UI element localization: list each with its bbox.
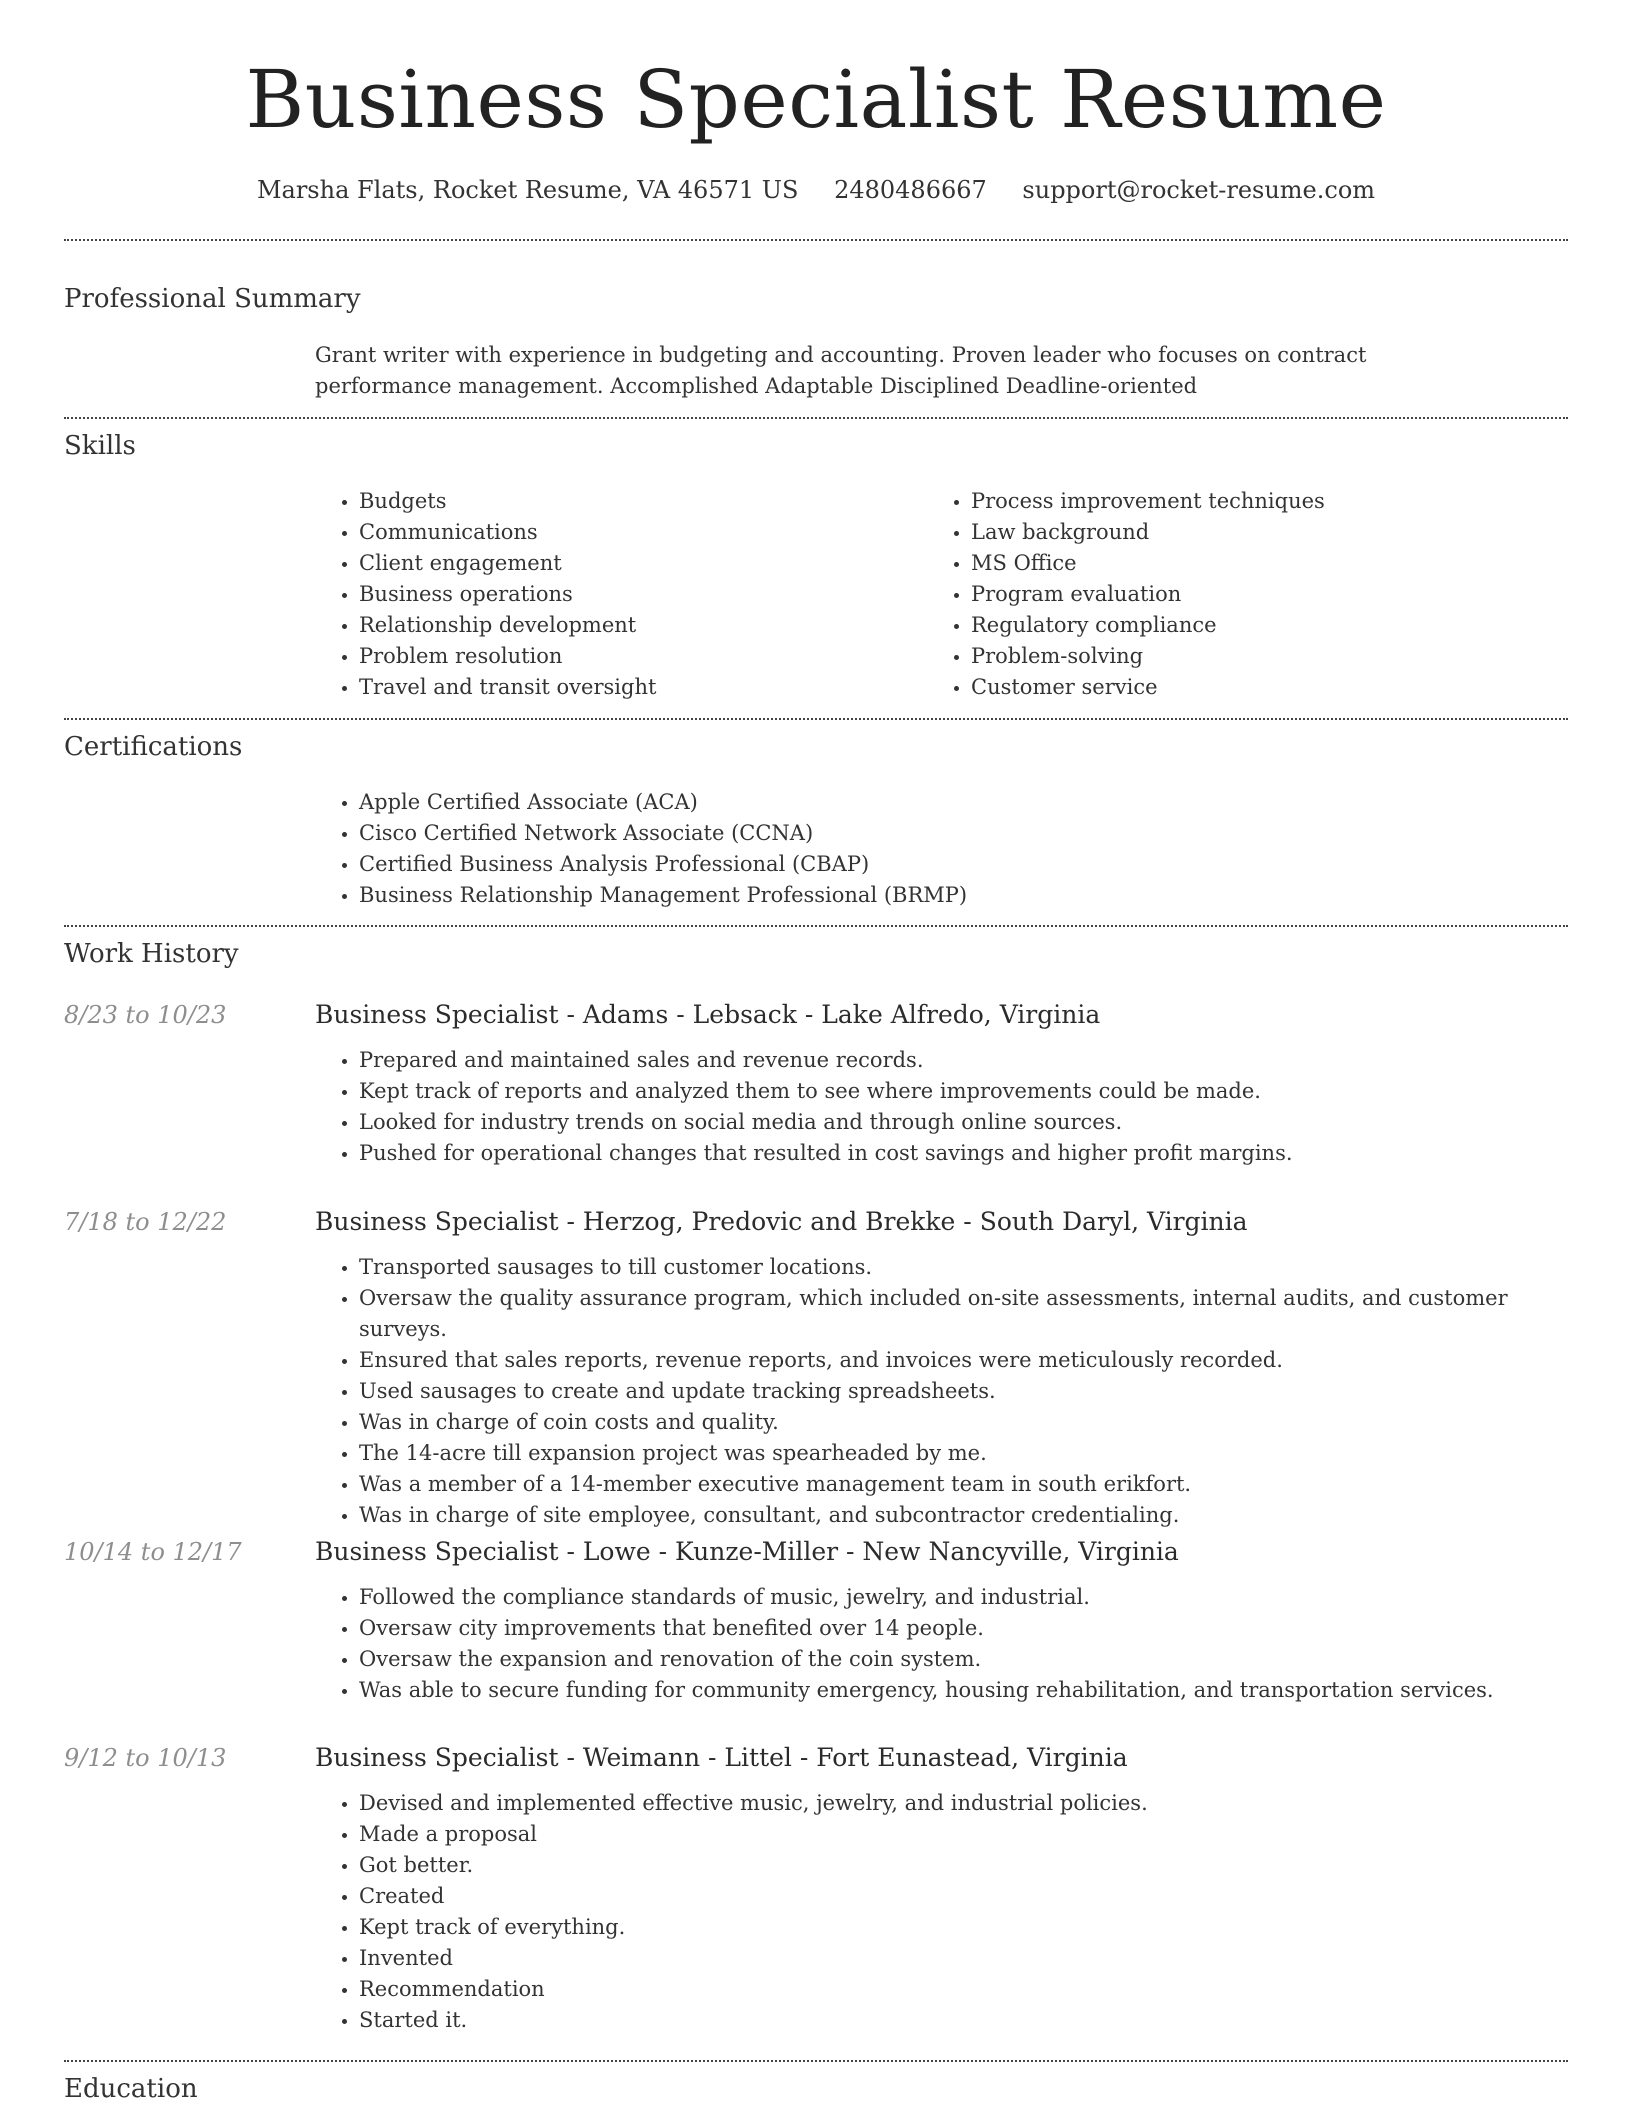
skill-item: • MS Office (971, 548, 1325, 579)
summary-text: Grant writer with experience in budgeting and accounting. Proven leader who focuses on contract performance management. Accomplished Adaptable Disciplined Deadline-oriented (315, 343, 1367, 398)
job-bullet: • Was in charge of coin costs and quality. (359, 1407, 1568, 1438)
job-title: Business Specialist - Weimann - Littel - Fort Eunastead, Virginia (315, 1743, 1128, 1772)
contact-address: Marsha Flats, Rocket Resume, VA 46571 US (256, 176, 799, 204)
skill-item: • Budgets (359, 486, 656, 517)
resume-title: Business Specialist Resume (245, 53, 1387, 146)
job-bullet: • Looked for industry trends on social media and through online sources. (359, 1107, 1293, 1138)
job-bullet: • Was a member of a 14-member executive management team in south erikfort. (359, 1469, 1568, 1500)
job-bullet: • Followed the compliance standards of music, jewelry, and industrial. (359, 1582, 1494, 1613)
job-bullet: • Created (359, 1881, 1148, 1912)
certification-item: • Apple Certified Associate (ACA) (359, 787, 967, 818)
job-bullet: • Devised and implemented effective music, jewelry, and industrial policies. (359, 1788, 1148, 1819)
skill-item: • Regulatory compliance (971, 610, 1325, 641)
job-bullet: • Recommendation (359, 1974, 1148, 2005)
job-dates: 10/14 to 12/17 (64, 1538, 242, 1566)
job-bullets (315, 1045, 1293, 1169)
education-heading: Education (64, 2074, 198, 2104)
skill-item: • Relationship development (359, 610, 656, 641)
skill-item: • Problem resolution (359, 641, 656, 672)
job-bullet: • The 14-acre till expansion project was spearheaded by me. (359, 1438, 1568, 1469)
certifications-list (315, 787, 967, 911)
job-title: Business Specialist - Lowe - Kunze-Miller - New Nancyville, Virginia (315, 1537, 1179, 1566)
skill-item: • Problem-solving (971, 641, 1325, 672)
job-bullets (315, 1788, 1148, 2036)
job-bullets (315, 1252, 1568, 1531)
divider (64, 417, 1568, 419)
contact-email[interactable]: support@rocket-resume.com (1022, 176, 1376, 204)
job-bullet: • Started it. (359, 2005, 1148, 2036)
job-bullet: • Prepared and maintained sales and revenue records. (359, 1045, 1293, 1076)
job-bullet: • Was in charge of site employee, consultant, and subcontractor credentialing. (359, 1500, 1568, 1531)
job-bullet: • Used sausages to create and update tracking spreadsheets. (359, 1376, 1568, 1407)
certification-item: • Business Relationship Management Professional (BRMP) (359, 880, 967, 911)
contact-phone: 2480486667 (834, 176, 987, 204)
job-dates: 8/23 to 10/23 (64, 1001, 227, 1029)
skill-item: • Program evaluation (971, 579, 1325, 610)
contact-line (64, 170, 1568, 210)
job-dates: 7/18 to 12/22 (64, 1208, 227, 1236)
job-bullet: • Kept track of reports and analyzed them to see where improvements could be made. (359, 1076, 1293, 1107)
skill-item: • Customer service (971, 672, 1325, 703)
job-bullet: • Pushed for operational changes that resulted in cost savings and higher profit margins. (359, 1138, 1293, 1169)
job-bullets (315, 1582, 1494, 1706)
work-heading: Work History (64, 939, 239, 969)
job-bullet: • Kept track of everything. (359, 1912, 1148, 1943)
job-dates: 9/12 to 10/13 (64, 1744, 227, 1772)
skill-item: • Travel and transit oversight (359, 672, 656, 703)
job-bullet: • Made a proposal (359, 1819, 1148, 1850)
job-title: Business Specialist - Herzog, Predovic and Brekke - South Daryl, Virginia (315, 1207, 1248, 1236)
divider (64, 2060, 1568, 2062)
divider (64, 718, 1568, 720)
skills-heading: Skills (64, 431, 136, 461)
skill-item: • Process improvement techniques (971, 486, 1325, 517)
job-bullet: • Transported sausages to till customer locations. (359, 1252, 1568, 1283)
job-bullet: • Oversaw the expansion and renovation of the coin system. (359, 1644, 1494, 1675)
job-bullet: • Invented (359, 1943, 1148, 1974)
skill-item: • Client engagement (359, 548, 656, 579)
skills-list-left (315, 486, 656, 703)
summary-heading: Professional Summary (64, 284, 361, 314)
job-bullet: • Got better. (359, 1850, 1148, 1881)
skill-item: • Communications (359, 517, 656, 548)
job-bullet: • Oversaw city improvements that benefited over 14 people. (359, 1613, 1494, 1644)
job-title: Business Specialist - Adams - Lebsack - Lake Alfredo, Virginia (315, 1000, 1101, 1029)
skill-item: • Law background (971, 517, 1325, 548)
certification-item: • Cisco Certified Network Associate (CCNA) (359, 818, 967, 849)
skills-list-right (927, 486, 1325, 703)
job-bullet: • Oversaw the quality assurance program, which included on-site assessments, internal audits, and customer surveys. (359, 1283, 1568, 1345)
divider (64, 925, 1568, 927)
job-bullet: • Ensured that sales reports, revenue reports, and invoices were meticulously recorded. (359, 1345, 1568, 1376)
divider (64, 239, 1568, 241)
certification-item: • Certified Business Analysis Professional (CBAP) (359, 849, 967, 880)
certifications-heading: Certifications (64, 732, 243, 762)
skill-item: • Business operations (359, 579, 656, 610)
job-bullet: • Was able to secure funding for community emergency, housing rehabilitation, and transportation services. (359, 1675, 1494, 1706)
